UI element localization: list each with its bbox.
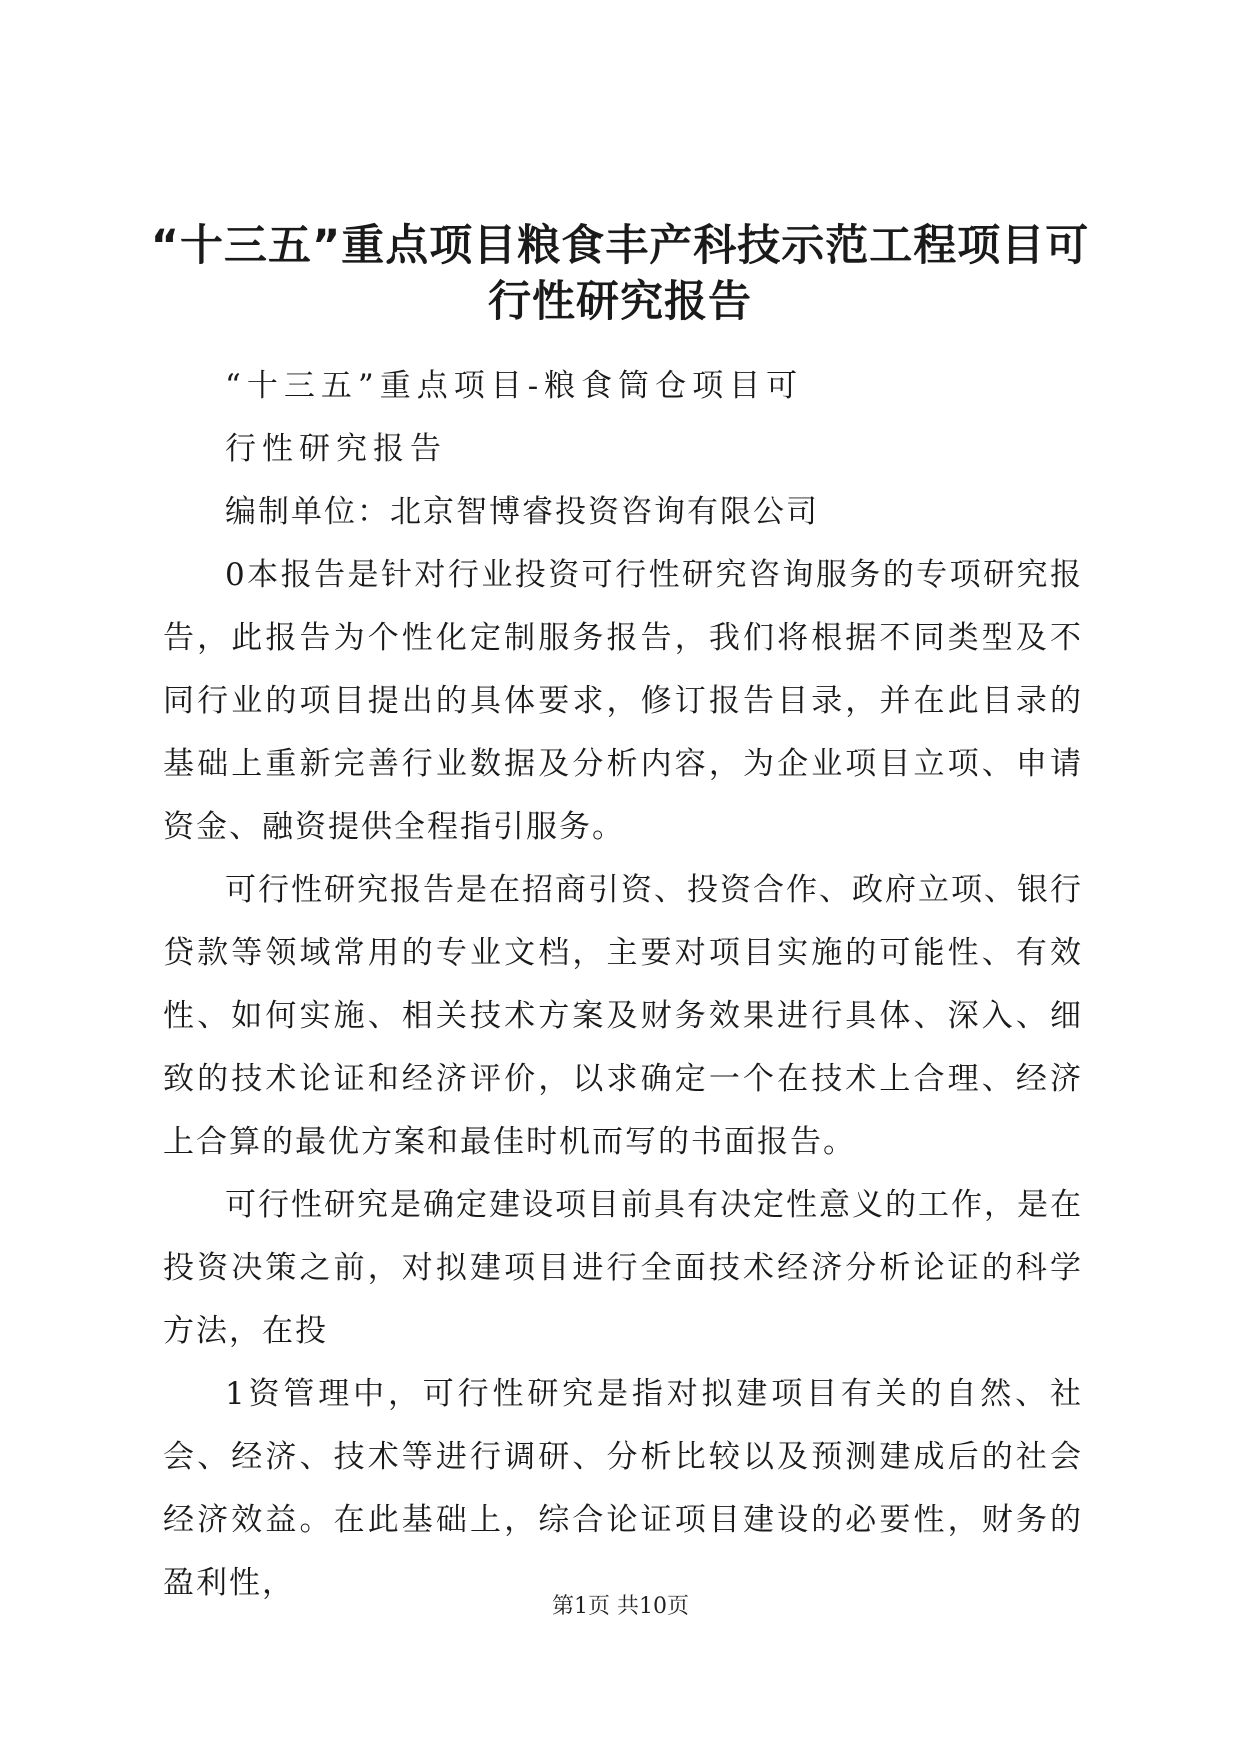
paragraph-intro: 0本报告是针对行业投资可行性研究咨询服务的专项研究报告，此报告为个性化定制服务报告，我们将根据不同类型及不同行业的项目提出的具体要求，修订报告目录，并在此目录的基础上重新完善行业数据及分析内容，为企业项目立项、申请资金、融资提供全程指引服务。: [163, 557, 1083, 845]
paragraph-definition: 可行性研究报告是在招商引资、投资合作、政府立项、银行贷款等领域常用的专业文档，主要对项目实施的可能性、有效性、如何实施、相关技术方案及财务效果进行具体、深入、细致的技术论证和经济评价，以求确定一个在技术上合理、经济上合算的最优方案和最佳时机而写的书面报告。: [163, 872, 1083, 1160]
page-number: 第1页 共10页: [552, 1594, 689, 1619]
paragraph-importance: 可行性研究是确定建设项目前具有决定性意义的工作，是在投资决策之前，对拟建项目进行全面技术经济分析论证的科学方法，在投: [163, 1187, 1083, 1349]
document-title: “十三五”重点项目粮食丰产科技示范工程项目可行性研究报告: [150, 221, 1090, 327]
subtitle-line-1: “十三五”重点项目-粮食筒仓项目可: [225, 368, 804, 404]
paragraph-management: 1资管理中，可行性研究是指对拟建项目有关的自然、社会、经济、技术等进行调研、分析比较以及预测建成后的社会经济效益。在此基础上，综合论证项目建设的必要性，财务的盈利性，: [163, 1376, 1083, 1601]
document-body: [163, 355, 1083, 1615]
subtitle-line-2: 行性研究报告: [225, 431, 447, 467]
compiler-unit: 编制单位：北京智博睿投资咨询有限公司: [225, 494, 819, 530]
